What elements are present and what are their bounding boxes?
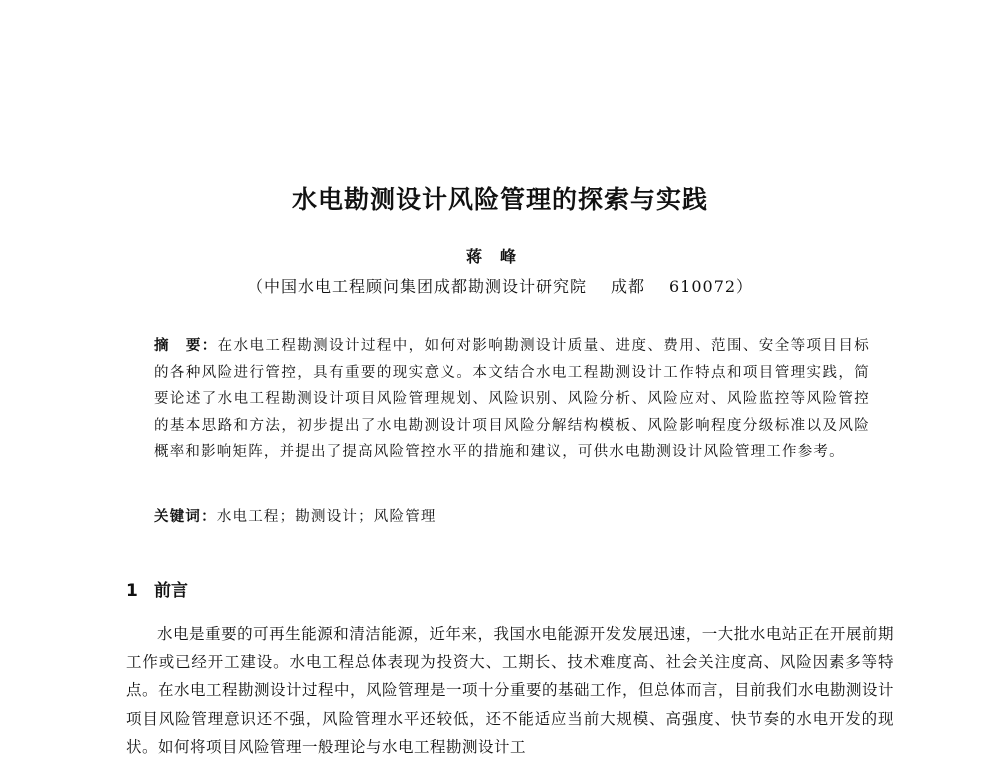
author-name-text: 蒋峰 [465, 247, 534, 266]
affiliation-postcode: 610072） [668, 277, 754, 296]
keywords-line [154, 505, 870, 526]
section-paragraph: 水电是重要的可再生能源和清洁能源，近年来，我国水电能源开发发展迅速，一大批水电站正在开展前期工作或已经开工建设。水电工程总体表现为投资大、工期长、技术难度高、社会关注度高、风险因素多等特点。在水电工程勘测设计过程中，风险管理是一项十分重要的基础工作，但总体而言，目前我们水电勘测设计项目风险管理意识还不强，风险管理水平还较低，还不能适应当前大规模、高强度、快节奏的水电开发的现状。如何将项目风险管理一般理论与水电工程勘测设计工 [126, 625, 895, 756]
affiliation-city: 成都 [610, 277, 645, 296]
abstract-label: 摘 要： [154, 338, 218, 354]
section-number: 1 [126, 581, 138, 601]
keywords-label: 关键词： [154, 509, 217, 525]
keywords-text: 水电工程；勘测设计；风险管理 [216, 509, 437, 525]
section-heading [126, 576, 188, 601]
abstract-text: 在水电工程勘测设计过程中，如何对影响勘测设计质量、进度、费用、范围、安全等项目目标的各种风险进行管控，具有重要的现实意义。本文结合水电工程勘测设计工作特点和项目管理实践，简要论述了水电工程勘测设计项目风险管理规划、风险识别、风险分析、风险应对、风险监控等风险管控的基本思路和方法，初步提出了水电勘测设计项目风险分解结构模板、风险影响程度分级标准以及风险概率和影响矩阵，并提出了提高风险管控水平的措施和建议，可供水电勘测设计风险管理工作参考。 [154, 338, 870, 460]
affiliation-line [0, 274, 1000, 297]
section-title: 前言 [154, 581, 188, 601]
abstract-block [154, 333, 870, 466]
affiliation-name: （中国水电工程顾问集团成都勘测设计研究院 [246, 277, 587, 296]
paper-title: 水电勘测设计风险管理的探索与实践 [291, 185, 708, 214]
author-name [0, 244, 1000, 267]
